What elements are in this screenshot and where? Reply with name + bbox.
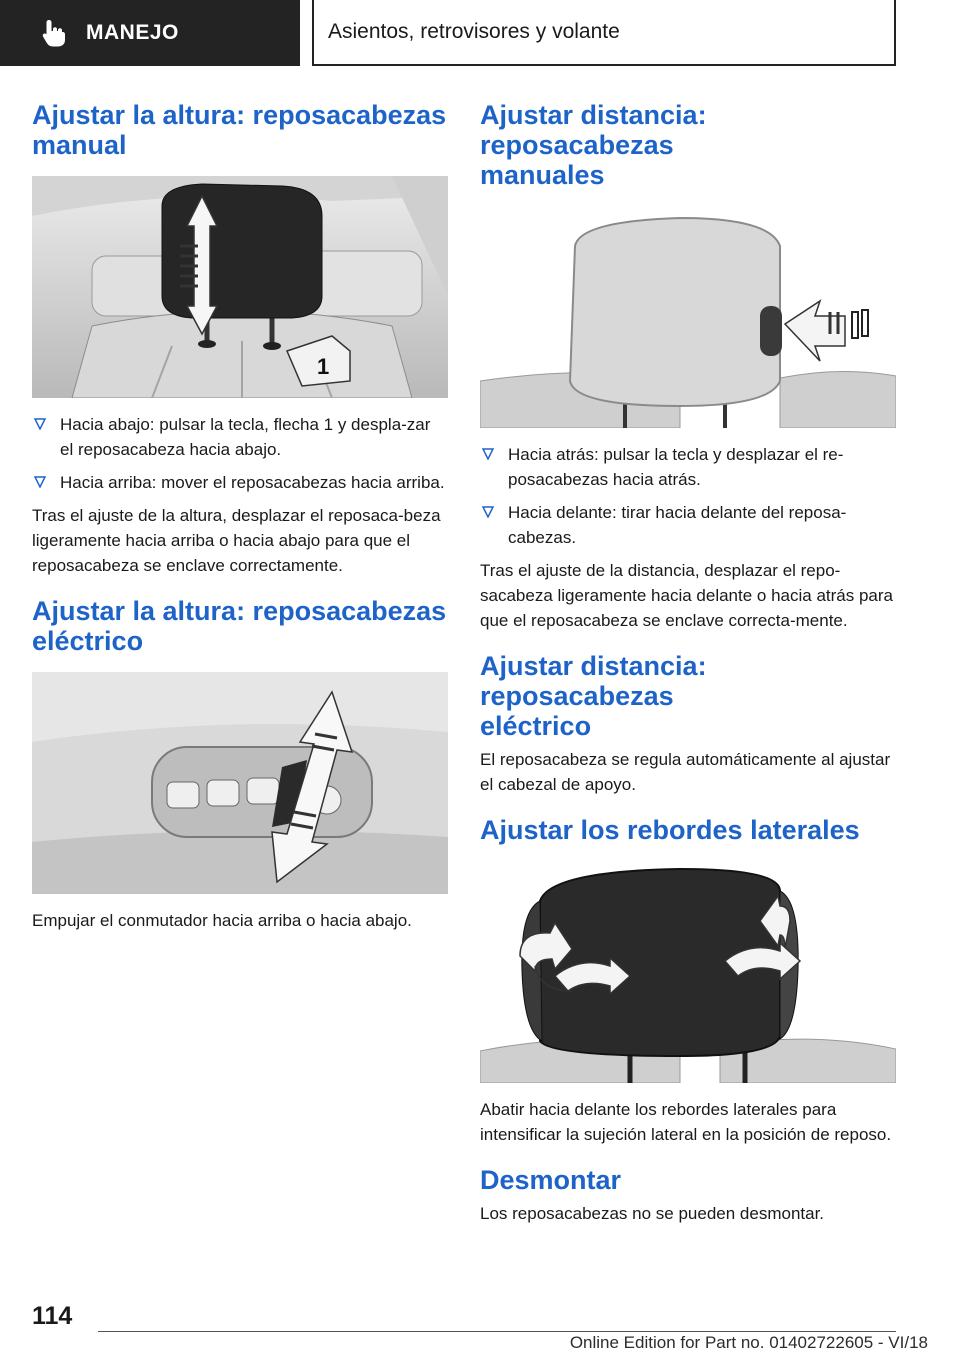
heading-remove: Desmontar — [480, 1165, 622, 1195]
paragraph: Los reposacabezas no se pueden desmontar. — [480, 1204, 825, 1223]
footer-divider — [98, 1331, 896, 1332]
heading-distance-manual — [480, 100, 896, 190]
list-item-text: Hacia delante: tirar hacia delante del reposa-cabezas. — [508, 503, 847, 547]
figure-callout-number: 1 — [317, 354, 330, 379]
seat-switch-illustration — [32, 672, 448, 894]
headrest-height-illustration — [32, 176, 448, 398]
figure-side-bolsters — [480, 861, 896, 1083]
side-bolsters-illustration — [480, 861, 896, 1083]
figure-headrest-height-manual — [32, 176, 448, 398]
heading-line: manuales — [480, 160, 605, 190]
list-item — [32, 412, 448, 462]
list-item — [32, 470, 448, 495]
right-column — [480, 100, 896, 1244]
pointing-hand-icon — [40, 18, 68, 48]
paragraph: Abatir hacia delante los rebordes laterales para intensificar la sujeción lateral en la posición de reposo. — [480, 1100, 892, 1144]
heading-line: manual — [32, 130, 127, 160]
figure-headrest-height-electric — [32, 672, 448, 894]
heading-height-electric — [32, 596, 448, 656]
paragraph: El reposacabeza se regula automáticamente al ajustar el cabezal de apoyo. — [480, 750, 891, 794]
triangle-bullet-icon — [482, 506, 494, 518]
heading-line: Ajustar la altura: reposacabezas — [32, 100, 447, 130]
list-item-text: Hacia atrás: pulsar la tecla y desplazar el re-posacabezas hacia atrás. — [508, 445, 844, 489]
figure-headrest-distance-manual — [480, 206, 896, 428]
heading-distance-electric — [480, 651, 896, 741]
heading-side-bolsters: Ajustar los rebordes laterales — [480, 815, 860, 845]
headrest-distance-illustration — [480, 206, 896, 428]
triangle-bullet-icon — [482, 448, 494, 460]
paragraph: Empujar el conmutador hacia arriba o hacia abajo. — [32, 911, 412, 930]
section-tab — [0, 0, 300, 66]
list-item — [480, 442, 896, 492]
left-column — [32, 100, 448, 951]
heading-line: eléctrico — [480, 711, 592, 741]
paragraph: Tras el ajuste de la altura, desplazar el reposaca-beza ligeramente hacia arriba o hacia abajo para que el reposacabeza se enclave correctamente. — [32, 506, 441, 575]
heading-line: Ajustar distancia: reposacabezas — [480, 651, 707, 711]
bullet-list — [480, 442, 896, 550]
triangle-bullet-icon — [34, 418, 46, 430]
heading-line: Ajustar la altura: reposacabezas — [32, 596, 447, 626]
heading-line: eléctrico — [32, 626, 144, 656]
triangle-bullet-icon — [34, 476, 46, 488]
bullet-list — [32, 412, 448, 495]
list-item — [480, 500, 896, 550]
list-item-text: Hacia abajo: pulsar la tecla, flecha 1 y despla-zar el reposacabeza hacia abajo. — [60, 415, 431, 459]
chapter-title: Asientos, retrovisores y volante — [328, 20, 620, 43]
section-label: MANEJO — [86, 21, 179, 44]
heading-line: Ajustar distancia: reposacabezas — [480, 100, 707, 160]
edition-note: Online Edition for Part no. 01402722605 - VI/18 — [569, 1333, 928, 1352]
heading-height-manual — [32, 100, 448, 160]
paragraph: Tras el ajuste de la distancia, desplazar el repo-sacabeza ligeramente hacia delante o hacia atrás para que el reposacabeza se enclave correcta-mente. — [480, 561, 893, 630]
page-number: 114 — [32, 1302, 73, 1330]
list-item-text: Hacia arriba: mover el reposacabezas hacia arriba. — [60, 473, 445, 492]
chapter-title-box — [312, 0, 896, 66]
page-header — [0, 0, 960, 66]
